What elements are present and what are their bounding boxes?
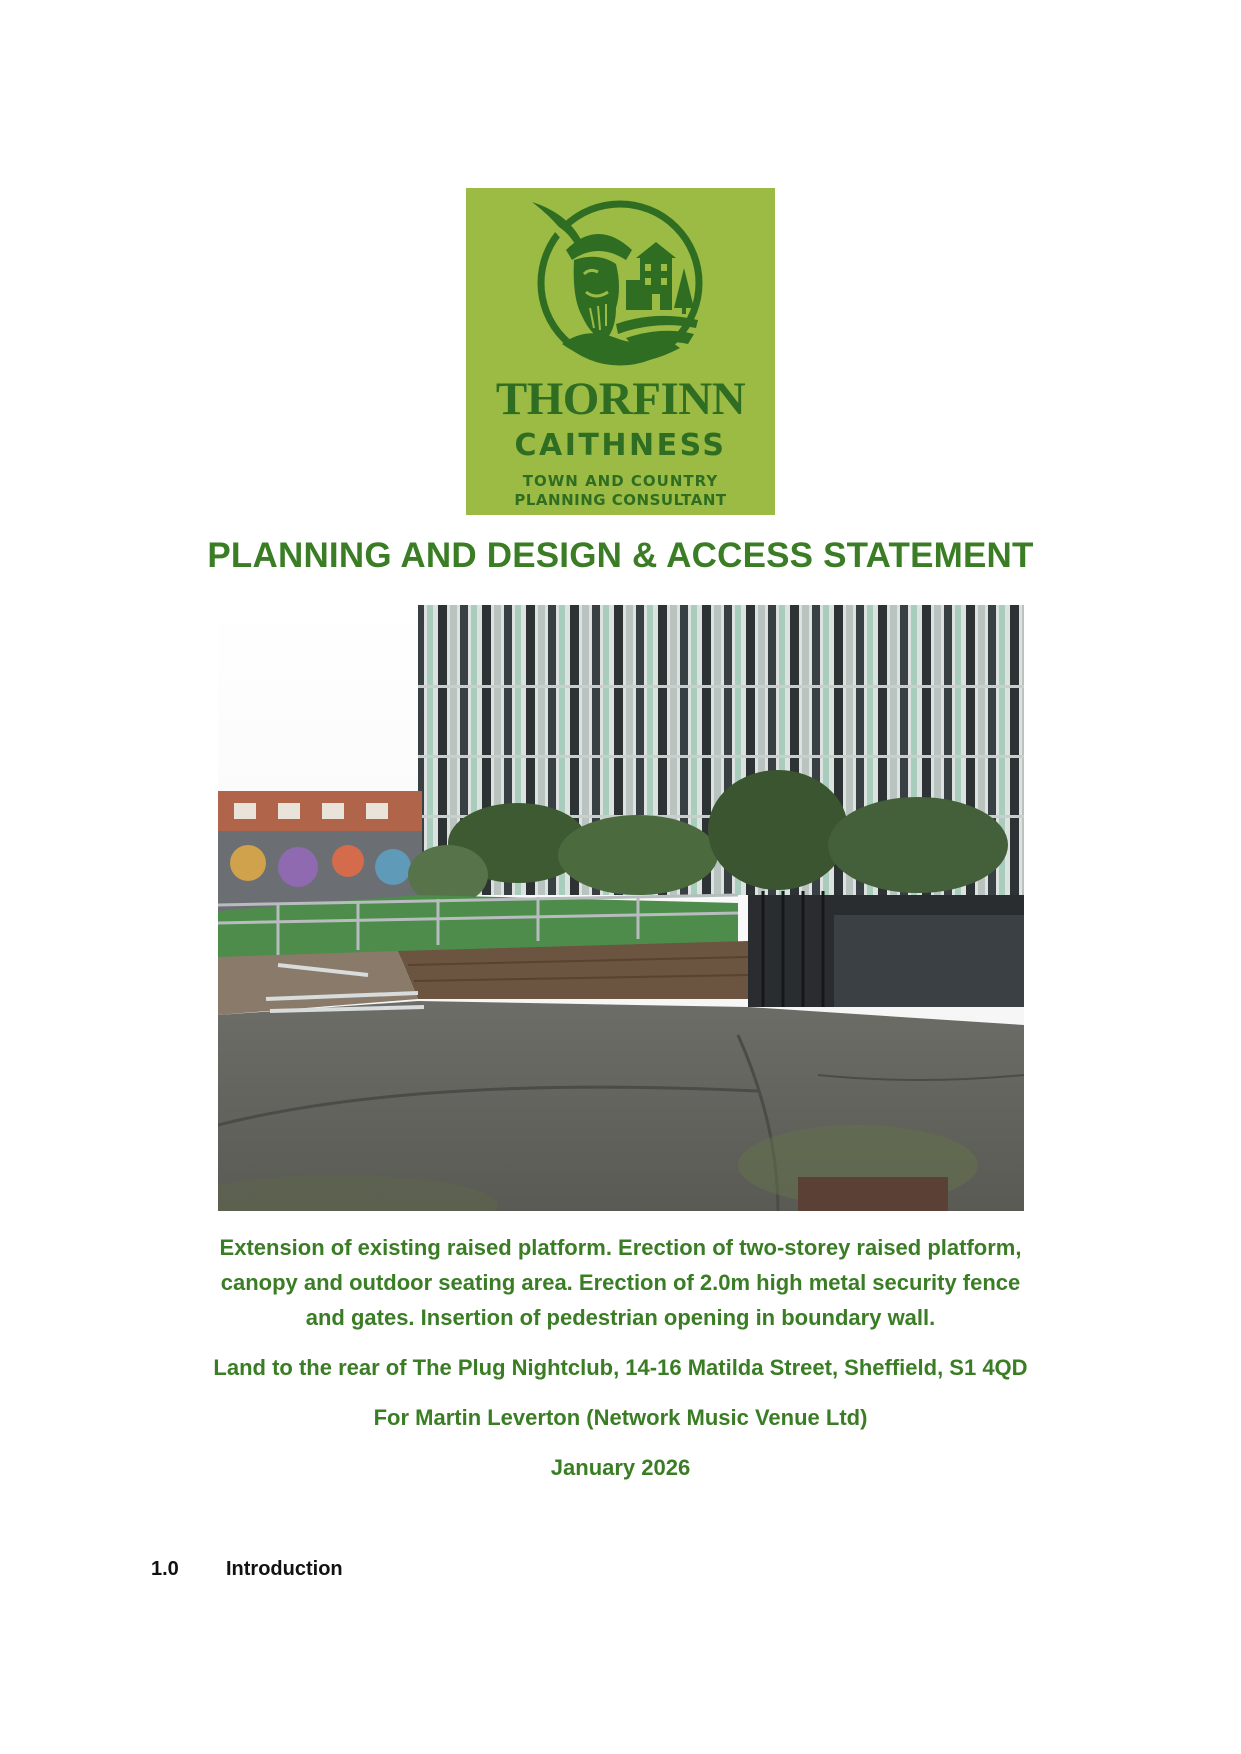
document-title: PLANNING AND DESIGN & ACCESS STATEMENT — [207, 536, 1034, 575]
client-name: For Martin Leverton (Network Music Venue Ltd) — [373, 1405, 868, 1430]
logo-wordmark-caithness: CAITHNESS — [514, 428, 727, 463]
site-address: Land to the rear of The Plug Nightclub, 14-16 Matilda Street, Sheffield, S1 4QD — [213, 1355, 1028, 1380]
section-title: Introduction — [226, 1558, 343, 1580]
section-number: 1.0 — [151, 1558, 179, 1580]
description-line: and gates. Insertion of pedestrian opening in boundary wall. — [305, 1305, 936, 1330]
company-logo — [466, 188, 775, 515]
logo-tagline-2: PLANNING CONSULTANT — [514, 491, 727, 509]
logo-wordmark-thorfinn: THORFINN — [495, 373, 746, 425]
document-date: January 2026 — [550, 1455, 691, 1480]
description-line: Extension of existing raised platform. Erection of two-storey raised platform, — [219, 1235, 1022, 1260]
viking-emblem — [466, 188, 775, 515]
section-heading — [151, 1558, 343, 1581]
site-photograph — [218, 605, 1024, 1211]
logo-tagline-1: TOWN AND COUNTRY — [522, 472, 719, 490]
description-line: canopy and outdoor seating area. Erection of 2.0m high metal security fence — [220, 1270, 1021, 1295]
proposal-description — [0, 1230, 1241, 1335]
